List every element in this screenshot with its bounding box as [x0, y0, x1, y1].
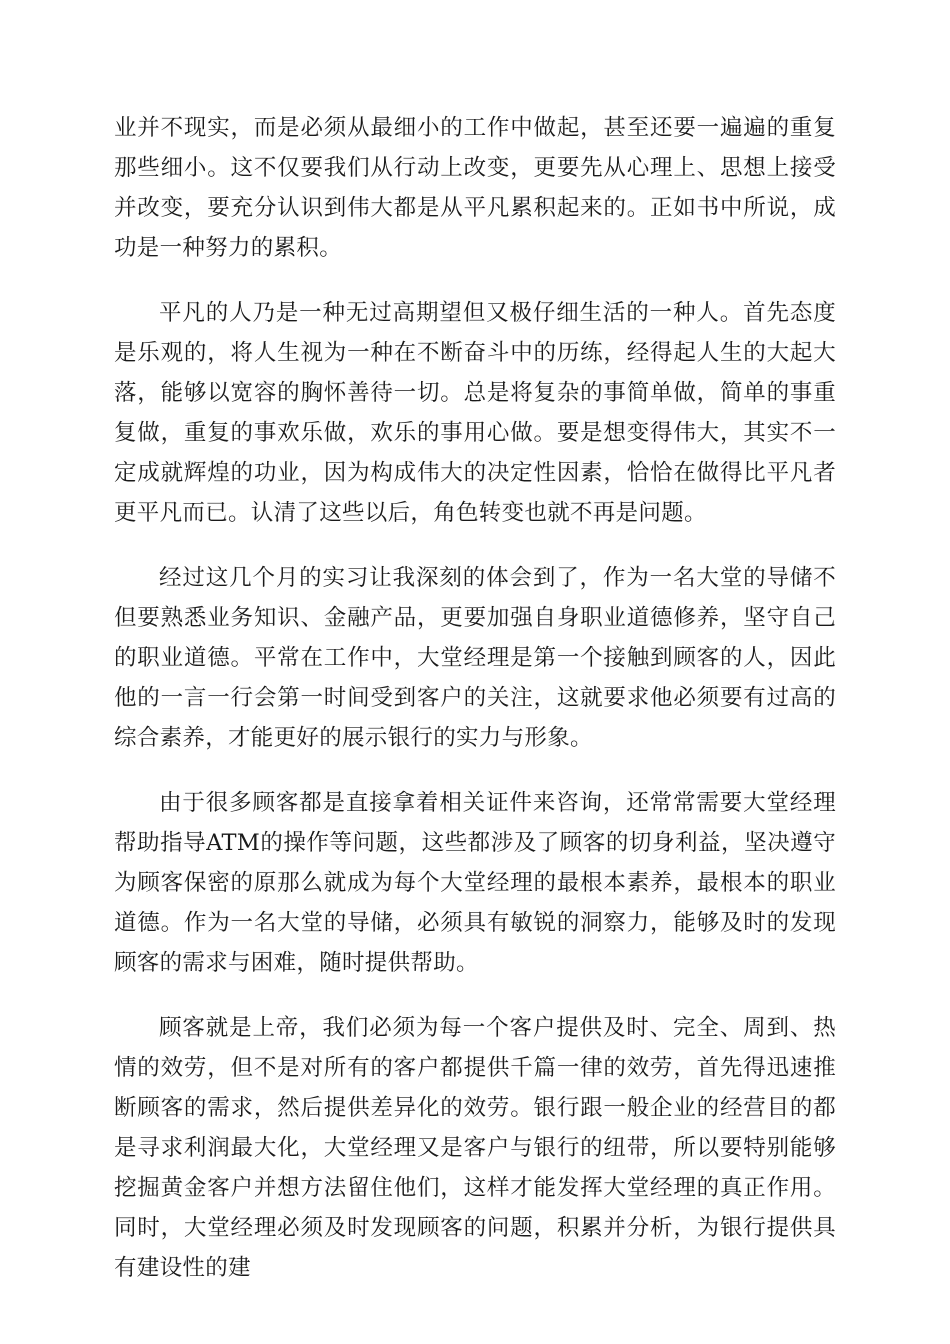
- paragraph: 业并不现实，而是必须从最细小的工作中做起，甚至还要一遍遍的重复那些细小。这不仅要我们从行动上改变，更要先从心理上、思想上接受并改变，要充分认识到伟大都是从平凡累积起来的。正如书中所说，成功是一种努力的累积。: [114, 115, 836, 261]
- paragraph: 平凡的人乃是一种无过高期望但又极仔细生活的一种人。首先态度是乐观的，将人生视为一种在不断奋斗中的历练，经得起人生的大起大落，能够以宽容的胸怀善待一切。总是将复杂的事简单做，简单的事重复做，重复的事欢乐做，欢乐的事用心做。要是想变得伟大，其实不一定成就辉煌的功业，因为构成伟大的决定性因素，恰恰在做得比平凡者更平凡而已。认清了这些以后，角色转变也就不再是问题。: [114, 300, 836, 526]
- paragraph: 由于很多顾客都是直接拿着相关证件来咨询，还常常需要大堂经理帮助指导ATM的操作等问题，这些都涉及了顾客的切身利益，坚决遵守为顾客保密的原那么就成为每个大堂经理的最根本素养，最根本的职业道德。作为一名大堂的导储，必须具有敏锐的洞察力，能够及时的发现顾客的需求与困难，随时提供帮助。: [114, 790, 836, 976]
- paragraph: 顾客就是上帝，我们必须为每一个客户提供及时、完全、周到、热情的效劳，但不是对所有的客户都提供千篇一律的效劳，首先得迅速推断顾客的需求，然后提供差异化的效劳。银行跟一般企业的经营目的都是寻求利润最大化，大堂经理又是客户与银行的纽带，所以要特别能够挖掘黄金客户并想方法留住他们，这样才能发挥大堂经理的真正作用。同时，大堂经理必须及时发现顾客的问题，积累并分析，为银行提供具有建设性的建: [114, 1015, 836, 1281]
- paragraph: 经过这几个月的实习让我深刻的体会到了，作为一名大堂的导储不但要熟悉业务知识、金融产品，更要加强自身职业道德修养，坚守自己的职业道德。平常在工作中，大堂经理是第一个接触到顾客的人，因此他的一言一行会第一时间受到客户的关注，这就要求他必须要有过高的综合素养，才能更好的展示银行的实力与形象。: [114, 565, 836, 751]
- document-body: [114, 108, 836, 1313]
